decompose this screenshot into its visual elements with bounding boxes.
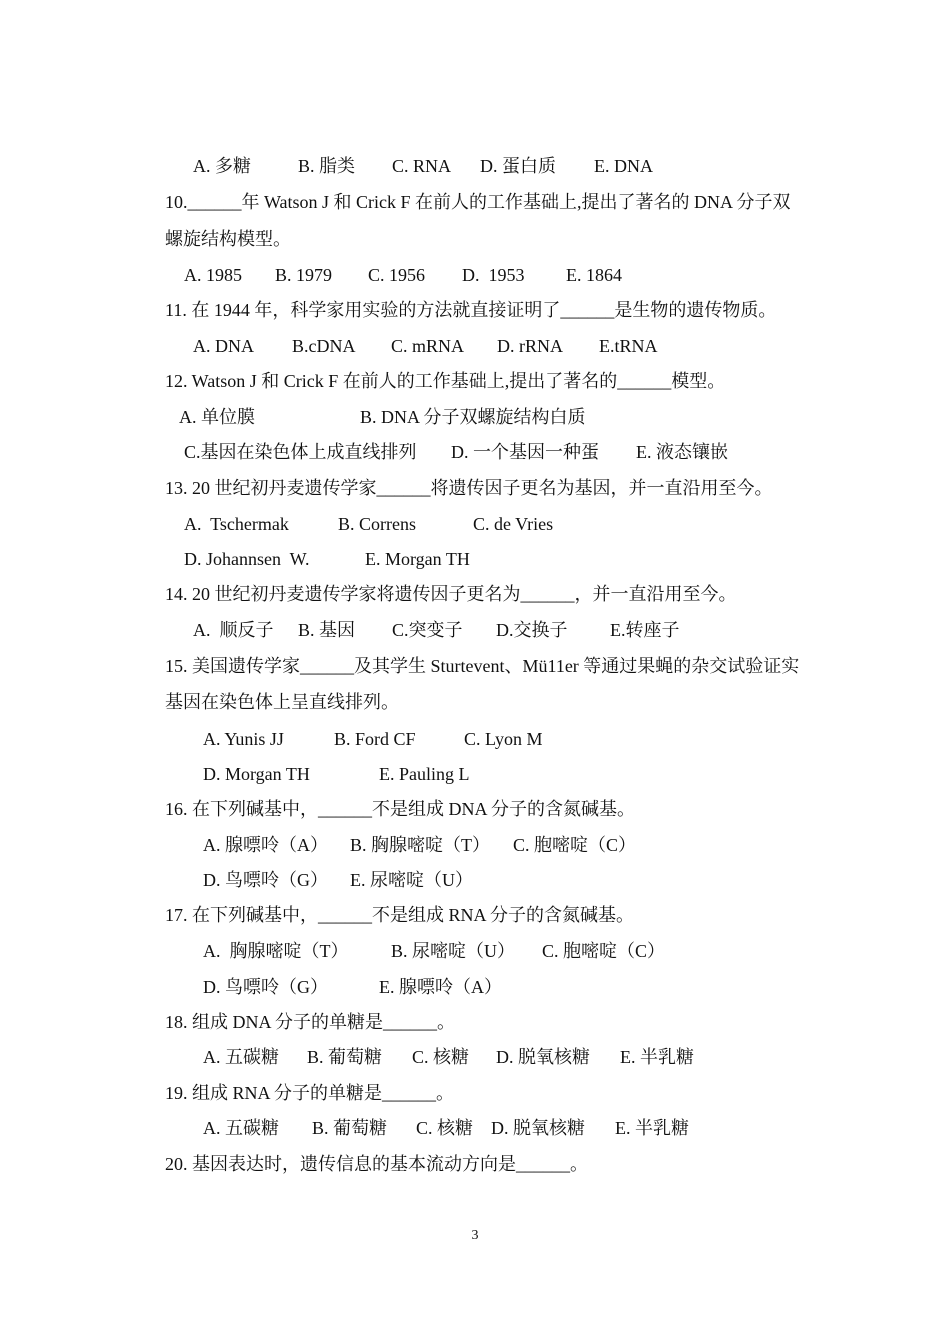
q10-option-d: D. 1953 [462,265,525,285]
q14-option-d: D.交换子 [496,620,568,640]
q9-option-d: D. 蛋白质 [480,156,556,176]
q12-option-e: E. 液态镶嵌 [636,442,728,462]
q15-option-e: E. Pauling L [379,764,470,784]
q15-option-b: B. Ford CF [334,729,416,749]
q16-option-a: A. 腺嘌呤（A） [203,835,328,855]
q18-option-c: C. 核糖 [412,1047,470,1067]
q15-stem-line2: 基因在染色体上呈直线排列。 [165,692,399,712]
q13-stem: 13. 20 世纪初丹麦遗传学家______将遗传因子更名为基因，并一直沿用至今。 [165,478,773,498]
q18-option-e: E. 半乳糖 [620,1047,694,1067]
page-number: 3 [471,1228,479,1243]
q17-option-e: E. 腺嘌呤（A） [379,977,502,997]
q16-stem: 16. 在下列碱基中，______不是组成 DNA 分子的含氮碱基。 [165,799,636,819]
q18-option-d: D. 脱氧核糖 [496,1047,590,1067]
q11-option-a: A. DNA [193,336,254,356]
q14-option-b: B. 基因 [298,620,356,640]
q9-option-b: B. 脂类 [298,156,356,176]
q17-stem: 17. 在下列碱基中，______不是组成 RNA 分子的含氮碱基。 [165,905,635,925]
q14-option-a: A. 顺反子 [193,620,274,640]
q10-option-b: B. 1979 [275,265,333,285]
q15-option-c: C. Lyon M [464,729,543,749]
q14-stem: 14. 20 世纪初丹麦遗传学家将遗传因子更名为______，并一直沿用至今。 [165,584,737,604]
q18-option-b: B. 葡萄糖 [307,1047,383,1067]
q18-stem: 18. 组成 DNA 分子的单糖是______。 [165,1012,456,1032]
q11-option-e: E.tRNA [599,336,658,356]
q11-stem: 11. 在 1944 年，科学家用实验的方法就直接证明了______是生物的遗传物质。 [165,300,777,320]
q9-option-a: A. 多糖 [193,156,251,176]
q18-option-a: A. 五碳糖 [203,1047,279,1067]
q11-option-c: C. mRNA [391,336,465,356]
q14-option-e: E.转座子 [610,620,680,640]
q19-option-c: C. 核糖 [416,1118,474,1138]
q10-option-e: E. 1864 [566,265,622,285]
q16-option-b: B. 胸腺嘧啶（T） [350,835,491,855]
q10-stem-line2: 螺旋结构模型。 [165,229,291,249]
q10-option-a: A. 1985 [184,265,242,285]
q19-stem: 19. 组成 RNA 分子的单糖是______。 [165,1083,455,1103]
q13-option-d: D. Johannsen W. [184,549,310,569]
q13-option-c: C. de Vries [473,514,554,534]
q9-option-c: C. RNA [392,156,452,176]
q11-option-d: D. rRNA [497,336,563,356]
q15-option-a: A. Yunis JJ [203,729,284,749]
q17-option-a: A. 胸腺嘧啶（T） [203,941,349,961]
q17-option-c: C. 胞嘧啶（C） [542,941,666,961]
q16-option-c: C. 胞嘧啶（C） [513,835,637,855]
q19-option-e: E. 半乳糖 [615,1118,689,1138]
q16-option-d: D. 鸟嘌呤（G） [203,870,328,890]
q12-stem: 12. Watson J 和 Crick F 在前人的工作基础上,提出了著名的______模型。 [165,371,726,391]
q17-option-b: B. 尿嘧啶（U） [391,941,516,961]
q11-option-b: B.cDNA [292,336,356,356]
q12-option-d: D. 一个基因一种蛋 [451,442,599,462]
q9-option-e: E. DNA [594,156,653,176]
q13-option-b: B. Correns [338,514,416,534]
q19-option-b: B. 葡萄糖 [312,1118,388,1138]
q10-option-c: C. 1956 [368,265,426,285]
q20-stem: 20. 基因表达时，遗传信息的基本流动方向是______。 [165,1154,588,1174]
q15-stem-line1: 15. 美国遗传学家______及其学生 Sturtevent、Mü11er 等通过果蝇的杂交试验证实 [165,656,800,676]
q12-option-b: B. DNA 分子双螺旋结构白质 [360,407,586,427]
q16-option-e: E. 尿嘧啶（U） [350,870,473,890]
q12-option-a: A. 单位膜 [179,407,255,427]
q14-option-c: C.突变子 [392,620,463,640]
q10-stem-line1: 10.______年 Watson J 和 Crick F 在前人的工作基础上,提出了著名的 DNA 分子双 [165,192,791,212]
q19-option-d: D. 脱氧核糖 [491,1118,585,1138]
q15-option-d: D. Morgan TH [203,764,310,784]
q13-option-e: E. Morgan TH [365,549,470,569]
q13-option-a: A. Tschermak [184,514,289,534]
q19-option-a: A. 五碳糖 [203,1118,279,1138]
q12-option-c: C.基因在染色体上成直线排列 [184,442,417,462]
q17-option-d: D. 鸟嘌呤（G） [203,977,328,997]
